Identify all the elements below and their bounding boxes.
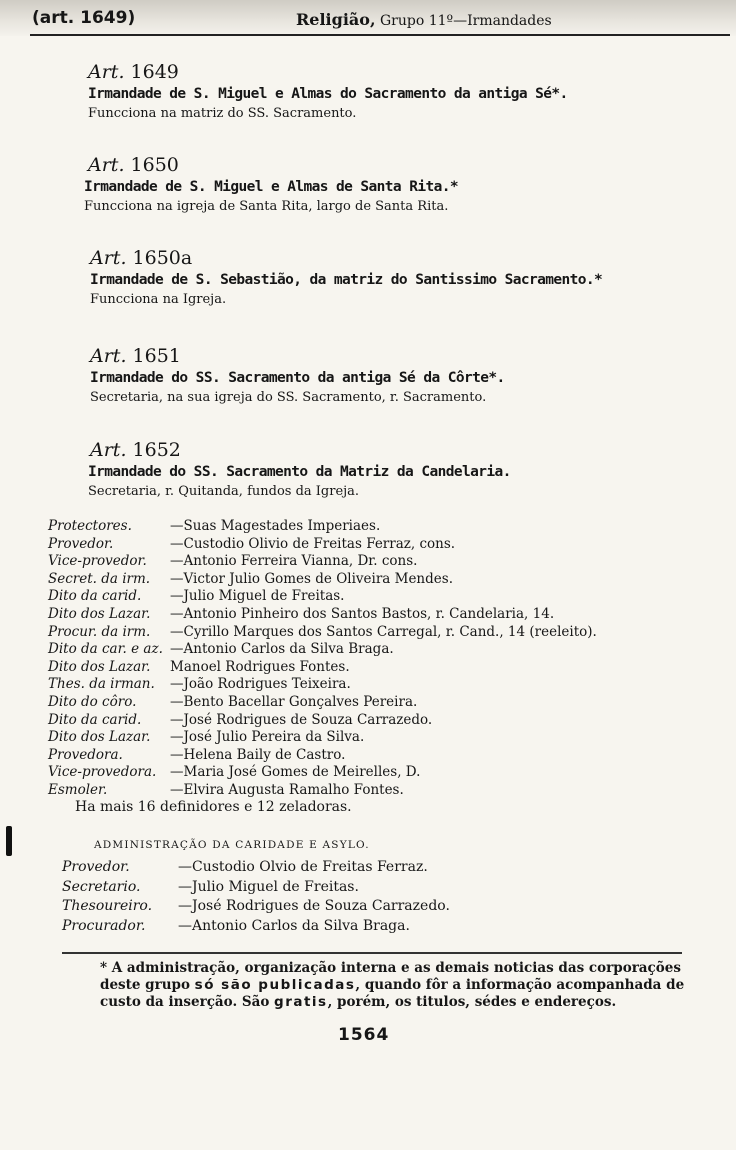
footnote-text: * A administração, organização interna e as demais noticias das corporações deste grupo só são publicadas, quando fôr a informação acompanhada de custo da inserção. São gratis, porém, os titulos, sédes e endereços. [100,960,685,1010]
officer-role: Vice-provedor. [48,553,147,570]
officer-row [48,712,728,730]
officer-row [48,571,728,589]
article-title: Irmandade do SS. Sacramento da antiga Sé da Côrte*. [90,370,505,386]
article-number: Art. 1650 [88,154,179,176]
article-title: Irmandade de S. Miguel e Almas do Sacramento da antiga Sé*. [88,86,568,102]
article-location: Funcciona na matriz do SS. Sacramento. [88,106,357,121]
admin-row [62,917,662,937]
officer-name: —Suas Magestades Imperiaes. [170,518,381,534]
article-1649 [0,60,736,124]
officer-row [48,729,728,747]
article-1650 [0,153,736,217]
header-religion: Religião, [296,10,376,29]
article-1652 [0,438,736,502]
admin-name: —José Rodrigues de Souza Carrazedo. [178,898,450,914]
admin-name: —Antonio Carlos da Silva Braga. [178,917,410,934]
officer-name: —Antonio Pinheiro dos Santos Bastos, r. Candelaria, 14. [170,605,555,622]
admin-name: —Custodio Olvio de Freitas Ferraz. [178,859,428,875]
article-number: Art. 1650a [90,247,193,269]
officer-name: —Antonio Ferreira Vianna, Dr. cons. [170,553,418,570]
officer-name: —João Rodrigues Teixeira. [170,676,351,693]
officer-name: —Helena Baily de Castro. [170,746,346,763]
admin-list [62,858,662,936]
officer-name: —Victor Julio Gomes de Oliveira Mendes. [170,570,453,587]
admin-name: —Julio Miguel de Freitas. [178,878,359,895]
article-location: Secretaria, r. Quitanda, fundos da Igreja. [88,484,360,499]
article-1650a [0,246,736,310]
article-title: Irmandade de S. Sebastião, da matriz do Santissimo Sacramento.* [90,272,603,288]
article-location: Secretaria, na sua igreja do SS. Sacramento, r. Sacramento. [90,390,487,405]
header-rule [30,34,730,36]
officer-row [48,764,728,782]
footnote-rule [62,952,682,954]
officer-role: Dito da car. e az. [48,641,163,658]
officer-name: —Maria José Gomes de Meirelles, D. [170,764,421,781]
article-title: Irmandade de S. Miguel e Almas de Santa Rita.* [84,179,458,195]
footnote-emphasis: só são publicadas [194,977,356,993]
officer-row [48,641,728,659]
admin-row [62,897,662,917]
article-title: Irmandade do SS. Sacramento da Matriz da Candelaria. [88,464,511,480]
officer-role: Vice-provedora. [48,764,157,781]
officer-role: Dito dos Lazar. [48,658,151,675]
officer-role: Thes. da irman. [48,676,155,693]
officer-row [48,518,728,536]
officer-name: —José Rodrigues de Souza Carrazedo. [170,711,433,728]
officer-role: Esmoler. [48,781,108,798]
officer-row [48,588,728,606]
admin-row [62,858,662,878]
admin-role: Thesoureiro. [62,898,153,914]
officer-row [48,553,728,571]
header-article-ref: (art. 1649) [32,8,136,28]
footnote [62,960,692,1011]
admin-role: Provedor. [62,859,130,875]
page-header [0,0,736,36]
officer-role: Dito do côro. [48,693,137,710]
article-number: Art. 1649 [88,61,179,83]
admin-row [62,878,662,898]
article-number: Art. 1651 [90,345,181,367]
officer-name: —Cyrillo Marques dos Santos Carregal, r. Cand., 14 (reeleito). [170,623,597,640]
officer-row [48,747,728,765]
officer-role: Dito dos Lazar. [48,729,151,746]
officer-row [48,536,728,554]
article-number: Art. 1652 [90,439,181,461]
officer-name: —José Julio Pereira da Silva. [170,729,365,746]
article-location: Funcciona na igreja de Santa Rita, largo de Santa Rita. [84,199,449,214]
officer-row [48,606,728,624]
admin-role: Secretario. [62,878,141,895]
officer-name: —Elvira Augusta Ramalho Fontes. [170,781,404,798]
admin-heading: ADMINISTRAÇÃO DA CARIDADE E ASYLO. [94,839,370,851]
margin-mark [6,826,12,856]
extra-members-note: Ha mais 16 definidores e 12 zeladoras. [75,799,352,815]
officer-row [48,659,728,677]
officer-role: Protectores. [48,518,132,534]
article-location: Funcciona na Igreja. [90,292,227,307]
officer-name: —Julio Miguel de Freitas. [170,588,345,605]
admin-role: Procurador. [62,917,146,934]
officer-name: Manoel Rodrigues Fontes. [170,658,350,675]
officer-role: Dito da carid. [48,711,142,728]
officer-name: —Antonio Carlos da Silva Braga. [170,641,394,658]
officer-role: Procur. da irm. [48,623,151,640]
article-1651 [0,344,736,408]
officer-role: Provedora. [48,746,123,763]
footnote-emphasis-gratis: gratis [274,994,328,1010]
header-section [296,10,552,29]
officer-row [48,694,728,712]
officer-row [48,782,728,800]
header-group: Grupo 11º—Irmandades [375,13,552,29]
officer-name: —Bento Bacellar Gonçalves Pereira. [170,693,418,710]
page-number: 1564 [338,1025,390,1045]
officer-row [48,676,728,694]
officer-role: Provedor. [48,535,114,552]
officer-name: —Custodio Olivio de Freitas Ferraz, cons. [170,535,456,552]
officer-row [48,624,728,642]
officers-list [48,518,728,800]
officer-role: Secret. da irm. [48,570,151,587]
officer-role: Dito da carid. [48,588,142,605]
officer-role: Dito dos Lazar. [48,605,151,622]
